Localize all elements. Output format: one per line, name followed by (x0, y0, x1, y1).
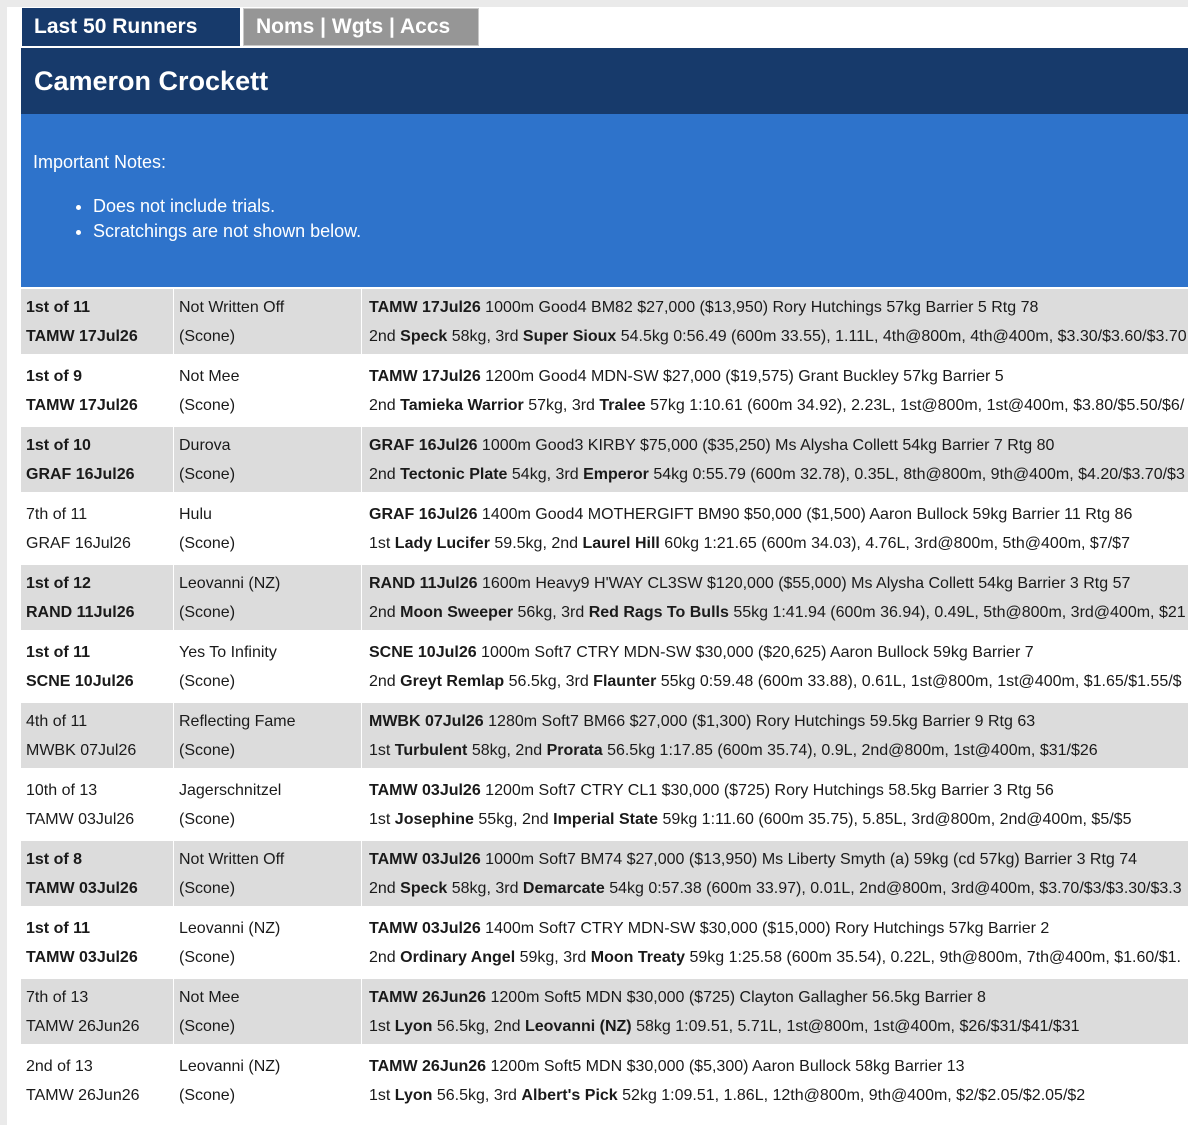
placing-label: 2nd (369, 466, 396, 483)
race-details-cell (362, 289, 1188, 354)
trainer-location: (Scone) (179, 1087, 236, 1104)
placing-label: 2nd (369, 328, 396, 345)
placing-label: 1st (369, 811, 391, 828)
trainer-location: (Scone) (179, 535, 236, 552)
race-meeting-link[interactable]: TAMW 17Jul26 (369, 368, 481, 385)
finish-position: 1st of 12 (26, 575, 91, 592)
trainer-location: (Scone) (179, 397, 236, 414)
finish-position: 1st of 11 (26, 299, 91, 316)
race-info: 1200m Soft7 CTRY CL1 $30,000 ($725) Rory Hutchings 58.5kg Barrier 3 Rtg 56 (480, 782, 1054, 799)
race-meeting-link[interactable]: TAMW 17Jul26 (369, 299, 481, 316)
trainer-location: (Scone) (179, 811, 236, 828)
placed-horse-weight: 56.5kg (436, 1087, 485, 1104)
placed-horse-link[interactable]: Josephine (394, 811, 474, 828)
horse-cell (174, 703, 361, 768)
tab-bar (22, 8, 479, 48)
horse-cell (174, 289, 361, 354)
race-summary (369, 431, 1188, 460)
race-details-cell (362, 841, 1188, 906)
race-result-details: 54kg 0:57.38 (600m 33.97), 0.01L, 2nd@800m, 3rd@400m, $3.70/$3/$3.30/$3.3 (609, 880, 1182, 897)
trainer-location: (Scone) (179, 673, 236, 690)
race-info: 1000m Soft7 BM74 $27,000 ($13,950) Ms Liberty Smyth (a) 59kg (cd 57kg) Barrier 3 Rtg 74 (480, 851, 1138, 868)
race-info: 1000m Good4 BM82 $27,000 ($13,950) Rory Hutchings 57kg Barrier 5 Rtg 78 (480, 299, 1039, 316)
placed-horse-weight: 57kg (528, 397, 563, 414)
race-summary (369, 845, 1188, 874)
meeting-link[interactable]: MWBK 07Jul26 (26, 742, 137, 759)
placed-horse-link[interactable]: Imperial State (553, 811, 659, 828)
race-details-cell (362, 772, 1188, 837)
race-summary (369, 569, 1188, 598)
table-row[interactable] (21, 839, 1188, 908)
placings-summary: 2nd Moon Sweeper 56kg, 3rd Red Rags To Bulls 55kg 1:41.94 (600m 36.94), 0.49L, 5th@800m, 3rd@400m, $21 (369, 604, 1186, 621)
placing-label: 3rd (571, 397, 595, 414)
horse-name-link[interactable]: Not Mee (179, 368, 240, 385)
horse-name-link[interactable]: Jagerschnitzel (179, 782, 282, 799)
placing-label: 3rd (493, 1087, 517, 1104)
placed-horse-link[interactable]: Speck (400, 880, 448, 897)
race-info: 1400m Good4 MOTHERGIFT BM90 $50,000 ($1,500) Aaron Bullock 59kg Barrier 11 Rtg 86 (477, 506, 1133, 523)
horse-cell (174, 496, 361, 561)
finish-position: 7th of 13 (26, 989, 89, 1006)
placed-horse-link[interactable]: Red Rags To Bulls (588, 604, 729, 621)
trainer-location: (Scone) (179, 604, 236, 621)
race-result-details: 59kg 1:11.60 (600m 35.75), 5.85L, 3rd@800m, 2nd@400m, $5/$5 (662, 811, 1132, 828)
race-details-cell (362, 703, 1188, 768)
placing-label: 3rd (561, 604, 585, 621)
table-row[interactable] (21, 287, 1188, 356)
finish-position: 1st of 11 (26, 920, 91, 937)
placing-label: 3rd (555, 466, 579, 483)
result-cell (21, 634, 173, 699)
horse-cell (174, 772, 361, 837)
placed-horse-weight: 56.5kg (436, 1018, 485, 1035)
placing-label: 2nd (369, 949, 396, 966)
race-summary (369, 1052, 1188, 1081)
horse-name-link[interactable]: Not Written Off (179, 299, 285, 316)
placing-label: 2nd (493, 1018, 521, 1035)
placed-horse-link[interactable]: Lyon (394, 1018, 433, 1035)
placed-horse-link[interactable]: Leovanni (NZ) (524, 1018, 632, 1035)
meeting-link[interactable]: TAMW 17Jul26 (26, 328, 138, 345)
result-cell (21, 496, 173, 561)
meeting-link[interactable]: TAMW 26Jun26 (26, 1018, 140, 1035)
placing-label: 3rd (563, 949, 587, 966)
placed-horse-link[interactable]: Emperor (583, 466, 649, 483)
table-row[interactable] (21, 770, 1188, 839)
table-row[interactable] (21, 563, 1188, 632)
notes-item: • Does not include trials. (93, 194, 361, 219)
result-cell (21, 979, 173, 1044)
race-info: 1200m Soft5 MDN $30,000 ($5,300) Aaron Bullock 58kg Barrier 13 (486, 1058, 965, 1075)
placed-horse-link[interactable]: Speck (400, 328, 448, 345)
finish-position: 10th of 13 (26, 782, 98, 799)
tab-noms-wgts-accs[interactable]: Noms | Wgts | Accs (243, 8, 479, 46)
race-summary (369, 776, 1188, 805)
placing-label: 2nd (369, 604, 396, 621)
left-strip (0, 0, 7, 1125)
race-summary (369, 707, 1188, 736)
horse-cell (174, 979, 361, 1044)
horse-name-link[interactable]: Durova (179, 437, 231, 454)
horse-name-link[interactable]: Leovanni (NZ) (179, 920, 281, 937)
horse-cell (174, 910, 361, 975)
placings-summary: 2nd Greyt Remlap 56.5kg, 3rd Flaunter 55kg 0:59.48 (600m 33.88), 0.61L, 1st@800m, 1st@400m, $1.65/$1.55/$ (369, 673, 1182, 690)
placings-summary: 2nd Tectonic Plate 54kg, 3rd Emperor 54kg 0:55.79 (600m 32.78), 0.35L, 8th@800m, 9th@400m, $4.20/$3.70/$3 (369, 466, 1185, 483)
placing-label: 1st (369, 742, 391, 759)
trainer-location: (Scone) (179, 880, 236, 897)
placings-summary: 2nd Speck 58kg, 3rd Demarcate 54kg 0:57.38 (600m 33.97), 0.01L, 2nd@800m, 3rd@400m, $3.70/$3/$3.30/$3.3 (369, 880, 1182, 897)
horse-cell (174, 841, 361, 906)
meeting-link[interactable]: GRAF 16Jul26 (26, 466, 135, 483)
placed-horse-link[interactable]: Moon Treaty (590, 949, 685, 966)
placed-horse-link[interactable]: Lyon (394, 1087, 433, 1104)
race-details-cell (362, 1048, 1188, 1113)
trainer-location: (Scone) (179, 949, 236, 966)
placings-summary: 1st Josephine 55kg, 2nd Imperial State 59kg 1:11.60 (600m 35.75), 5.85L, 3rd@800m, 2nd@400m, $5/$5 (369, 811, 1132, 828)
top-strip (0, 0, 1188, 7)
placing-label: 3rd (495, 328, 519, 345)
placed-horse-link[interactable]: Greyt Remlap (400, 673, 505, 690)
table-row[interactable] (21, 632, 1188, 701)
placing-label: 3rd (565, 673, 589, 690)
race-summary (369, 983, 1188, 1012)
placed-horse-link[interactable]: Ordinary Angel (400, 949, 516, 966)
race-info: 1280m Soft7 BM66 $27,000 ($1,300) Rory Hutchings 59.5kg Barrier 9 Rtg 63 (483, 713, 1036, 730)
table-row[interactable] (21, 1046, 1188, 1115)
race-summary (369, 293, 1188, 322)
trainer-location: (Scone) (179, 466, 236, 483)
finish-position: 4th of 11 (26, 713, 88, 730)
placed-horse-link[interactable]: Flaunter (593, 673, 657, 690)
placings-summary: 2nd Speck 58kg, 3rd Super Sioux 54.5kg 0:56.49 (600m 33.55), 1.11L, 4th@800m, 4th@400m, $3.30/$3.60/$3.70 (369, 328, 1187, 345)
trainer-location: (Scone) (179, 1018, 236, 1035)
placings-summary: 1st Lyon 56.5kg, 3rd Albert's Pick 52kg 1:09.51, 1.86L, 12th@800m, 9th@400m, $2/$2.05/$2.05/$2 (369, 1087, 1086, 1104)
placed-horse-link[interactable]: Lady Lucifer (394, 535, 490, 552)
notes-item: • Scratchings are not shown below. (93, 219, 361, 244)
placed-horse-weight: 59.5kg (494, 535, 543, 552)
race-summary (369, 914, 1188, 943)
finish-position: 1st of 9 (26, 368, 83, 385)
race-result-details: 60kg 1:21.65 (600m 34.03), 4.76L, 3rd@800m, 5th@400m, $7/$7 (664, 535, 1130, 552)
horse-name-link[interactable]: Leovanni (NZ) (179, 1058, 281, 1075)
tab-last-50-runners[interactable]: Last 50 Runners (22, 8, 240, 46)
race-result-details: 58kg 1:09.51, 5.71L, 1st@800m, 1st@400m, $26/$31/$41/$31 (636, 1018, 1080, 1035)
race-result-details: 52kg 1:09.51, 1.86L, 12th@800m, 9th@400m, $2/$2.05/$2.05/$2 (622, 1087, 1086, 1104)
placed-horse-weight: 56kg (517, 604, 553, 621)
placed-horse-link[interactable]: Demarcate (522, 880, 605, 897)
placings-summary: 1st Turbulent 58kg, 2nd Prorata 56.5kg 1:17.85 (600m 35.74), 0.9L, 2nd@800m, 1st@400m, $31/$26 (369, 742, 1098, 759)
notes-list (61, 194, 361, 244)
placed-horse-weight: 55kg (478, 811, 514, 828)
race-meeting-link[interactable]: TAMW 03Jul26 (369, 920, 481, 937)
placed-horse-link[interactable]: Tectonic Plate (400, 466, 508, 483)
race-details-cell (362, 979, 1188, 1044)
result-cell (21, 703, 173, 768)
placing-label: 2nd (369, 673, 396, 690)
finish-position: 1st of 8 (26, 851, 83, 868)
race-meeting-link[interactable]: TAMW 26Jun26 (369, 989, 487, 1006)
trainer-location: (Scone) (179, 328, 236, 345)
race-result-details: 54kg 0:55.79 (600m 32.78), 0.35L, 8th@800m, 9th@400m, $4.20/$3.70/$3 (653, 466, 1185, 483)
horse-name-link[interactable]: Hulu (179, 506, 212, 523)
race-info: 1600m Heavy9 H'WAY CL3SW $120,000 ($55,000) Ms Alysha Collett 54kg Barrier 3 Rtg 57 (477, 575, 1131, 592)
race-details-cell (362, 910, 1188, 975)
placed-horse-link[interactable]: Laurel Hill (582, 535, 660, 552)
race-summary (369, 638, 1188, 667)
horse-name-link[interactable]: Reflecting Fame (179, 713, 296, 730)
horse-name-link[interactable]: Leovanni (NZ) (179, 575, 281, 592)
placing-label: 3rd (495, 880, 519, 897)
placed-horse-link[interactable]: Prorata (546, 742, 603, 759)
placed-horse-link[interactable]: Tamieka Warrior (400, 397, 524, 414)
placing-label: 1st (369, 1018, 391, 1035)
horse-name-link[interactable]: Not Mee (179, 989, 240, 1006)
race-meeting-link[interactable]: TAMW 03Jul26 (369, 851, 481, 868)
placed-horse-link[interactable]: Moon Sweeper (400, 604, 514, 621)
result-cell (21, 427, 173, 492)
placing-label: 2nd (369, 397, 396, 414)
meeting-link[interactable]: TAMW 03Jul26 (26, 811, 135, 828)
result-cell (21, 565, 173, 630)
race-meeting-link[interactable]: TAMW 26Jun26 (369, 1058, 487, 1075)
placed-horse-weight: 56.5kg (508, 673, 557, 690)
race-result-details: 56.5kg 1:17.85 (600m 35.74), 0.9L, 2nd@800m, 1st@400m, $31/$26 (607, 742, 1098, 759)
result-cell (21, 289, 173, 354)
race-meeting-link[interactable]: MWBK 07Jul26 (369, 713, 484, 730)
placed-horse-link[interactable]: Turbulent (394, 742, 468, 759)
race-result-details: 55kg 0:59.48 (600m 33.88), 0.61L, 1st@800m, 1st@400m, $1.65/$1.55/$ (660, 673, 1182, 690)
placings-summary: 1st Lyon 56.5kg, 2nd Leovanni (NZ) 58kg 1:09.51, 5.71L, 1st@800m, 1st@400m, $26/$31/$41/$31 (369, 1018, 1080, 1035)
meeting-link[interactable]: TAMW 26Jun26 (26, 1087, 140, 1104)
meeting-link[interactable]: TAMW 03Jul26 (26, 949, 138, 966)
race-summary (369, 500, 1188, 529)
placing-label: 2nd (521, 811, 549, 828)
important-notes-panel (21, 114, 1188, 287)
placings-summary: 1st Lady Lucifer 59.5kg, 2nd Laurel Hill 60kg 1:21.65 (600m 34.03), 4.76L, 3rd@800m, 5th@400m, $7/$7 (369, 535, 1130, 552)
result-cell (21, 772, 173, 837)
race-meeting-link[interactable]: GRAF 16Jul26 (369, 506, 478, 523)
race-details-cell (362, 427, 1188, 492)
table-row[interactable] (21, 977, 1188, 1046)
table-row[interactable] (21, 494, 1188, 563)
horse-cell (174, 565, 361, 630)
horse-cell (174, 427, 361, 492)
placings-summary: 2nd Tamieka Warrior 57kg, 3rd Tralee 57kg 1:10.61 (600m 34.92), 2.23L, 1st@800m, 1st@400m, $3.80/$5.50/$6/ (369, 397, 1185, 414)
finish-position: 2nd of 13 (26, 1058, 93, 1075)
finish-position: 1st of 11 (26, 644, 91, 661)
race-meeting-link[interactable]: RAND 11Jul26 (369, 575, 478, 592)
table-row[interactable] (21, 908, 1188, 977)
race-info: 1200m Soft5 MDN $30,000 ($725) Clayton Gallagher 56.5kg Barrier 8 (486, 989, 986, 1006)
race-meeting-link[interactable]: GRAF 16Jul26 (369, 437, 478, 454)
placed-horse-link[interactable]: Albert's Pick (521, 1087, 618, 1104)
result-cell (21, 1048, 173, 1113)
race-info: 1200m Good4 MDN-SW $27,000 ($19,575) Grant Buckley 57kg Barrier 5 (480, 368, 1004, 385)
placed-horse-weight: 54kg (511, 466, 547, 483)
horse-name-link[interactable]: Not Written Off (179, 851, 285, 868)
placed-horse-weight: 58kg (451, 880, 487, 897)
result-cell (21, 841, 173, 906)
trainer-location: (Scone) (179, 742, 236, 759)
meeting-link[interactable]: RAND 11Jul26 (26, 604, 135, 621)
runners-table (21, 287, 1188, 1115)
meeting-link[interactable]: SCNE 10Jul26 (26, 673, 134, 690)
notes-title: Important Notes: (33, 152, 167, 172)
horse-name-link[interactable]: Yes To Infinity (179, 644, 277, 661)
table-row[interactable] (21, 701, 1188, 770)
placed-horse-link[interactable]: Super Sioux (522, 328, 617, 345)
race-details-cell (362, 496, 1188, 561)
meeting-link[interactable]: TAMW 03Jul26 (26, 880, 138, 897)
finish-position: 1st of 10 (26, 437, 91, 454)
race-meeting-link[interactable]: TAMW 03Jul26 (369, 782, 481, 799)
placing-label: 2nd (551, 535, 579, 552)
placed-horse-weight: 58kg (471, 742, 507, 759)
finish-position: 7th of 11 (26, 506, 88, 523)
placing-label: 2nd (369, 880, 396, 897)
placing-label: 1st (369, 535, 391, 552)
race-meeting-link[interactable]: SCNE 10Jul26 (369, 644, 477, 661)
race-result-details: 54.5kg 0:56.49 (600m 33.55), 1.11L, 4th@800m, 4th@400m, $3.30/$3.60/$3.70 (620, 328, 1187, 345)
placed-horse-link[interactable]: Tralee (599, 397, 646, 414)
race-details-cell (362, 358, 1188, 423)
race-info: 1000m Good3 KIRBY $75,000 ($35,250) Ms Alysha Collett 54kg Barrier 7 Rtg 80 (477, 437, 1055, 454)
result-cell (21, 910, 173, 975)
table-row[interactable] (21, 425, 1188, 494)
horse-cell (174, 358, 361, 423)
race-details-cell (362, 634, 1188, 699)
table-row[interactable] (21, 356, 1188, 425)
race-details-cell (362, 565, 1188, 630)
race-result-details: 59kg 1:25.58 (600m 35.54), 0.22L, 9th@800m, 7th@400m, $1.60/$1. (689, 949, 1181, 966)
race-result-details: 55kg 1:41.94 (600m 36.94), 0.49L, 5th@800m, 3rd@400m, $21 (733, 604, 1186, 621)
placing-label: 1st (369, 1087, 391, 1104)
meeting-link[interactable]: TAMW 17Jul26 (26, 397, 138, 414)
result-cell (21, 358, 173, 423)
horse-cell (174, 1048, 361, 1113)
race-info: 1000m Soft7 CTRY MDN-SW $30,000 ($20,625) Aaron Bullock 59kg Barrier 7 (476, 644, 1034, 661)
placings-summary: 2nd Ordinary Angel 59kg, 3rd Moon Treaty 59kg 1:25.58 (600m 35.54), 0.22L, 9th@800m, 7th@400m, $1.60/$1. (369, 949, 1181, 966)
placed-horse-weight: 59kg (519, 949, 555, 966)
placing-label: 2nd (515, 742, 543, 759)
meeting-link[interactable]: GRAF 16Jul26 (26, 535, 131, 552)
race-summary (369, 362, 1188, 391)
race-info: 1400m Soft7 CTRY MDN-SW $30,000 ($15,000) Rory Hutchings 57kg Barrier 2 (480, 920, 1050, 937)
race-result-details: 57kg 1:10.61 (600m 34.92), 2.23L, 1st@800m, 1st@400m, $3.80/$5.50/$6/ (650, 397, 1185, 414)
page-title: Cameron Crockett (21, 48, 1188, 114)
placed-horse-weight: 58kg (451, 328, 487, 345)
horse-cell (174, 634, 361, 699)
